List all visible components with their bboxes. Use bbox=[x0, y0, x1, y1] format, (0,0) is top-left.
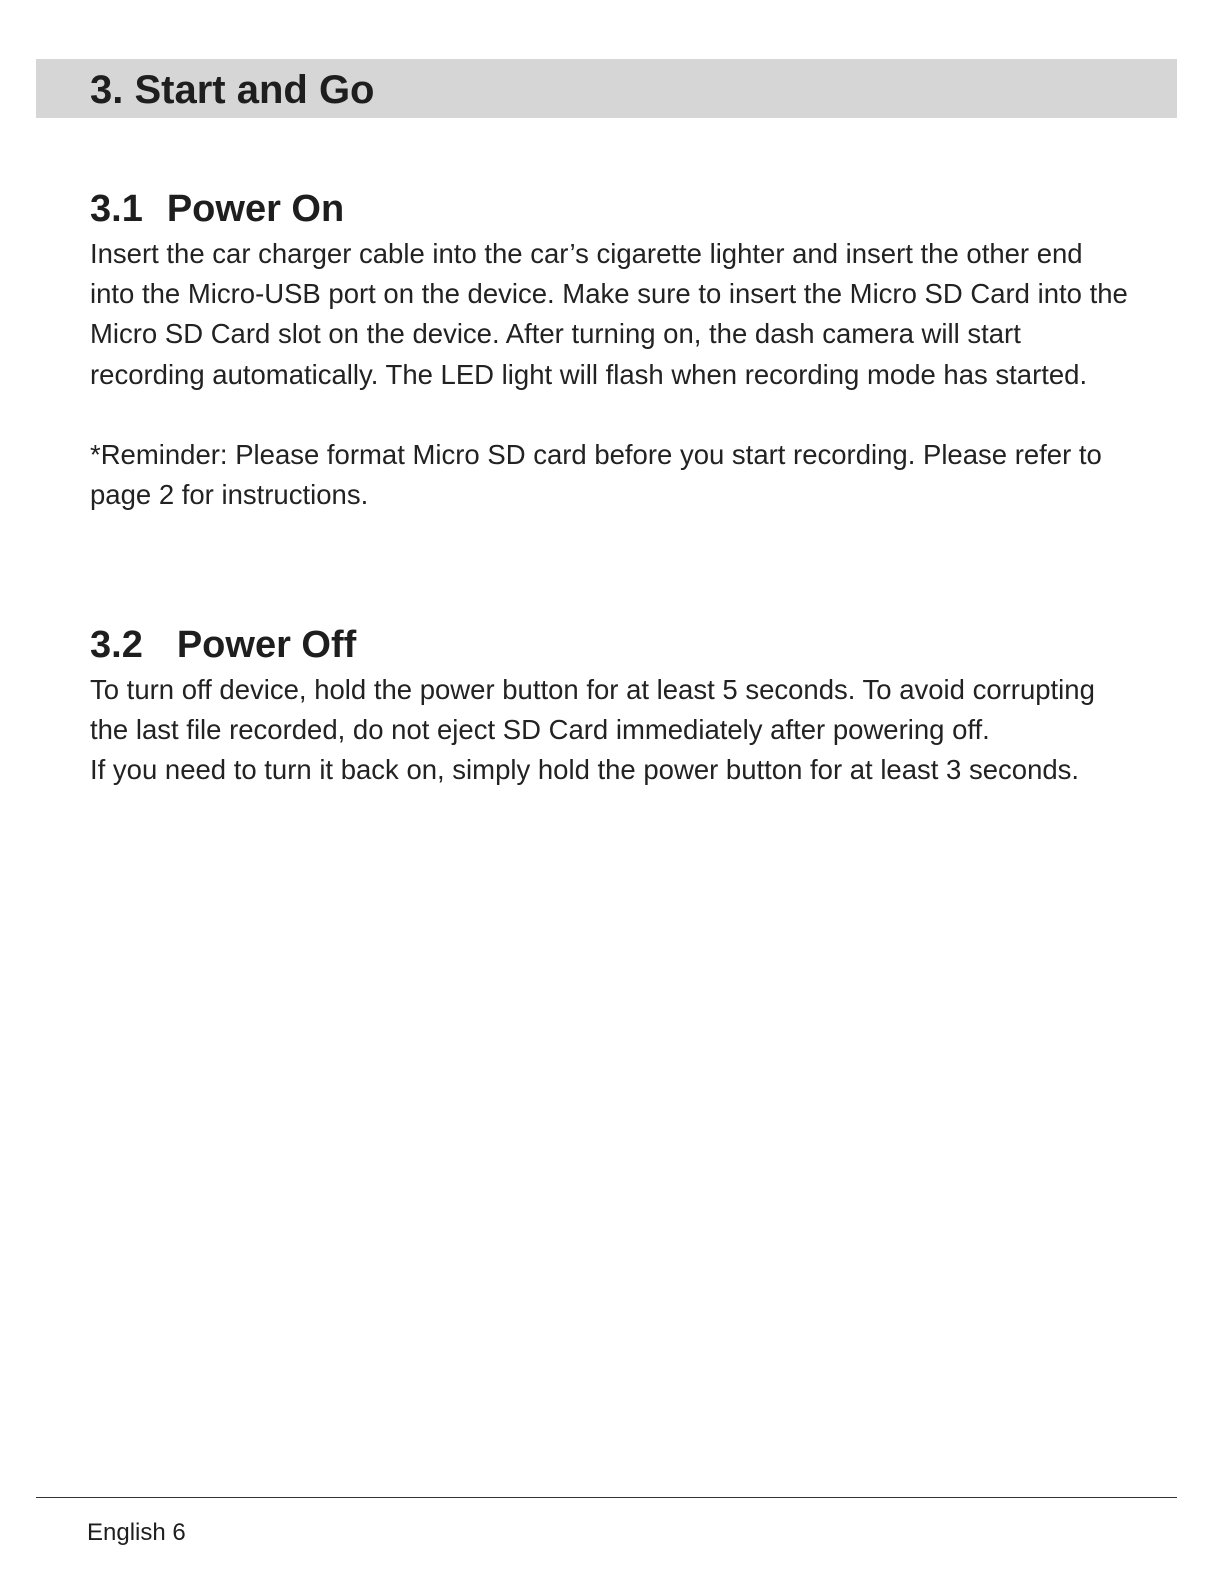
section-title: Power On bbox=[166, 188, 345, 230]
footer-divider bbox=[36, 1497, 1177, 1498]
paragraph-power-off-instructions: To turn off device, hold the power button for at least 5 seconds. To avoid corrupting the last file recorded, do not eject SD Card immediately after powering off. bbox=[90, 674, 1095, 746]
section-heading-power-on bbox=[90, 187, 1130, 231]
chapter-title: 3. Start and Go bbox=[90, 68, 375, 112]
page-number: English 6 bbox=[87, 1519, 186, 1546]
section-number: 3.1 bbox=[90, 188, 143, 230]
section-heading-power-off bbox=[90, 623, 1130, 667]
paragraph-power-back-on: If you need to turn it back on, simply hold the power button for at least 3 seconds. bbox=[90, 754, 1080, 786]
paragraph-power-on-instructions: Insert the car charger cable into the car’s cigarette lighter and insert the other end into the Micro-USB port on the device. Make sure to insert the Micro SD Card into the Micro SD Card slot on the device. After turning on, the dash camera will start recording automatically. The LED light will flash when recording mode has started. bbox=[90, 238, 1128, 390]
paragraph-reminder: *Reminder: Please format Micro SD card before you start recording. Please refer to page 2 for instructions. bbox=[90, 438, 1102, 511]
chapter-header-bar bbox=[36, 59, 1177, 118]
section-power-on bbox=[90, 187, 1130, 515]
section-power-off bbox=[90, 623, 1130, 791]
section-title: Power Off bbox=[176, 624, 357, 666]
section-number: 3.2 bbox=[90, 624, 143, 666]
